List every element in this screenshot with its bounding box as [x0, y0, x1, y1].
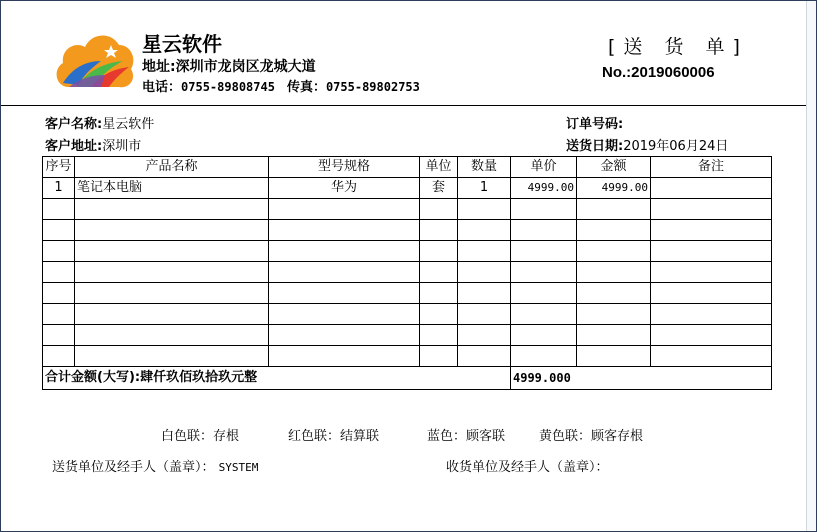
table-cell — [420, 262, 458, 283]
company-name: 星云软件 — [142, 32, 222, 56]
table-cell — [75, 262, 269, 283]
phone-value: 0755-89808745 — [181, 80, 275, 94]
table-cell — [577, 220, 651, 241]
delivery-date-label: 送货日期: — [566, 139, 624, 154]
copy-blue: 蓝色：顾客联 — [427, 429, 506, 444]
table-cell — [651, 262, 772, 283]
table-cell — [511, 283, 577, 304]
header-divider — [1, 105, 807, 106]
company-address — [142, 56, 316, 76]
fax-label: 传真： — [286, 80, 326, 95]
customer-address-row — [45, 135, 141, 154]
table-cell — [458, 220, 511, 241]
copy-red: 红色联：结算联 — [288, 429, 380, 444]
table-cell — [75, 325, 269, 346]
table-row — [43, 199, 772, 220]
table-cell — [269, 241, 420, 262]
table-cell — [43, 262, 75, 283]
table-cell: 1 — [458, 178, 511, 199]
total-words: 肆仟玖佰玖拾玖元整 — [140, 370, 258, 385]
table-cell — [458, 325, 511, 346]
table-cell — [269, 262, 420, 283]
table-cell — [43, 346, 75, 367]
customer-name-label: 客户名称: — [45, 117, 103, 132]
table-cell — [420, 220, 458, 241]
table-cell: 笔记本电脑 — [75, 178, 269, 199]
table-cell: 华为 — [269, 178, 420, 199]
table-row — [43, 346, 772, 367]
sender-label: 送货单位及经手人（盖章）： — [52, 460, 215, 475]
table-cell — [269, 325, 420, 346]
table-row — [43, 220, 772, 241]
customer-name-value: 星云软件 — [102, 117, 155, 132]
total-amount: 4999.000 — [511, 367, 772, 390]
order-number-label: 订单号码: — [566, 117, 624, 132]
column-header: 数量 — [458, 157, 511, 178]
column-header: 型号规格 — [269, 157, 420, 178]
sender-signature — [52, 456, 258, 475]
customer-address-value: 深圳市 — [102, 139, 142, 154]
document-number: No.:2019060006 — [602, 64, 715, 81]
table-cell: 1 — [43, 178, 75, 199]
table-row — [43, 304, 772, 325]
table-cell — [420, 241, 458, 262]
table-cell — [577, 325, 651, 346]
table-cell — [651, 283, 772, 304]
table-row — [43, 241, 772, 262]
table-cell — [43, 199, 75, 220]
table-cell — [75, 283, 269, 304]
phone-label: 电话： — [142, 80, 182, 95]
table-cell — [75, 346, 269, 367]
column-header: 序号 — [43, 157, 75, 178]
table-cell: 4999.00 — [577, 178, 651, 199]
table-cell — [420, 199, 458, 220]
address-value: 深圳市龙岗区龙城大道 — [175, 59, 316, 75]
vertical-scrollbar[interactable] — [806, 1, 816, 531]
sender-value: SYSTEM — [218, 461, 259, 474]
table-cell — [269, 304, 420, 325]
table-cell — [458, 241, 511, 262]
table-cell — [269, 199, 420, 220]
company-contact — [142, 76, 420, 95]
table-row — [43, 283, 772, 304]
table-cell — [511, 304, 577, 325]
receiver-label: 收货单位及经手人（盖章）： — [446, 460, 609, 475]
table-cell — [511, 325, 577, 346]
table-cell — [43, 304, 75, 325]
copy-white: 白色联：存根 — [161, 429, 240, 444]
table-cell — [43, 283, 75, 304]
column-header: 产品名称 — [75, 157, 269, 178]
table-cell — [651, 325, 772, 346]
table-cell — [511, 199, 577, 220]
table-cell — [651, 178, 772, 199]
table-cell — [651, 220, 772, 241]
table-cell — [420, 346, 458, 367]
table-cell — [651, 241, 772, 262]
table-cell — [511, 241, 577, 262]
table-row — [43, 178, 772, 199]
table-cell — [43, 220, 75, 241]
table-cell — [420, 283, 458, 304]
table-cell — [577, 199, 651, 220]
fax-value: 0755-89802753 — [325, 80, 420, 94]
table-cell — [577, 283, 651, 304]
table-cell — [577, 304, 651, 325]
order-number-row — [566, 113, 623, 132]
column-header: 金额 — [577, 157, 651, 178]
total-label: 合计金额(大写): — [45, 370, 141, 385]
table-row — [43, 325, 772, 346]
column-header: 备注 — [651, 157, 772, 178]
copy-yellow: 黄色联：顾客存根 — [539, 429, 644, 444]
table-header-row — [43, 157, 772, 178]
table-cell — [75, 220, 269, 241]
total-row — [43, 367, 772, 390]
table-cell — [75, 304, 269, 325]
table-cell — [651, 304, 772, 325]
table-cell — [458, 283, 511, 304]
table-cell — [511, 262, 577, 283]
table-cell: 4999.00 — [511, 178, 577, 199]
table-cell — [269, 346, 420, 367]
table-cell — [651, 346, 772, 367]
table-cell — [577, 346, 651, 367]
column-header: 单价 — [511, 157, 577, 178]
address-label: 地址: — [142, 59, 176, 75]
table-cell — [75, 199, 269, 220]
table-cell — [651, 199, 772, 220]
company-logo-icon — [53, 27, 135, 95]
table-cell — [577, 241, 651, 262]
table-row — [43, 262, 772, 283]
table-cell — [511, 220, 577, 241]
document-title: [送 货 单] — [608, 36, 748, 58]
table-cell — [75, 241, 269, 262]
total-words-cell — [43, 367, 511, 390]
table-cell — [577, 262, 651, 283]
customer-name-row — [45, 113, 154, 132]
column-header: 单位 — [420, 157, 458, 178]
table-cell: 套 — [420, 178, 458, 199]
table-cell — [420, 304, 458, 325]
table-cell — [458, 346, 511, 367]
table-cell — [458, 262, 511, 283]
items-table — [42, 156, 772, 390]
table-cell — [269, 283, 420, 304]
receiver-signature — [446, 456, 609, 475]
delivery-date-row — [566, 135, 728, 154]
table-cell — [420, 325, 458, 346]
customer-address-label: 客户地址: — [45, 139, 103, 154]
table-cell — [511, 346, 577, 367]
table-cell — [458, 199, 511, 220]
table-cell — [43, 325, 75, 346]
delivery-date-value: 2019年06月24日 — [623, 139, 729, 154]
table-cell — [458, 304, 511, 325]
table-cell — [43, 241, 75, 262]
table-cell — [269, 220, 420, 241]
